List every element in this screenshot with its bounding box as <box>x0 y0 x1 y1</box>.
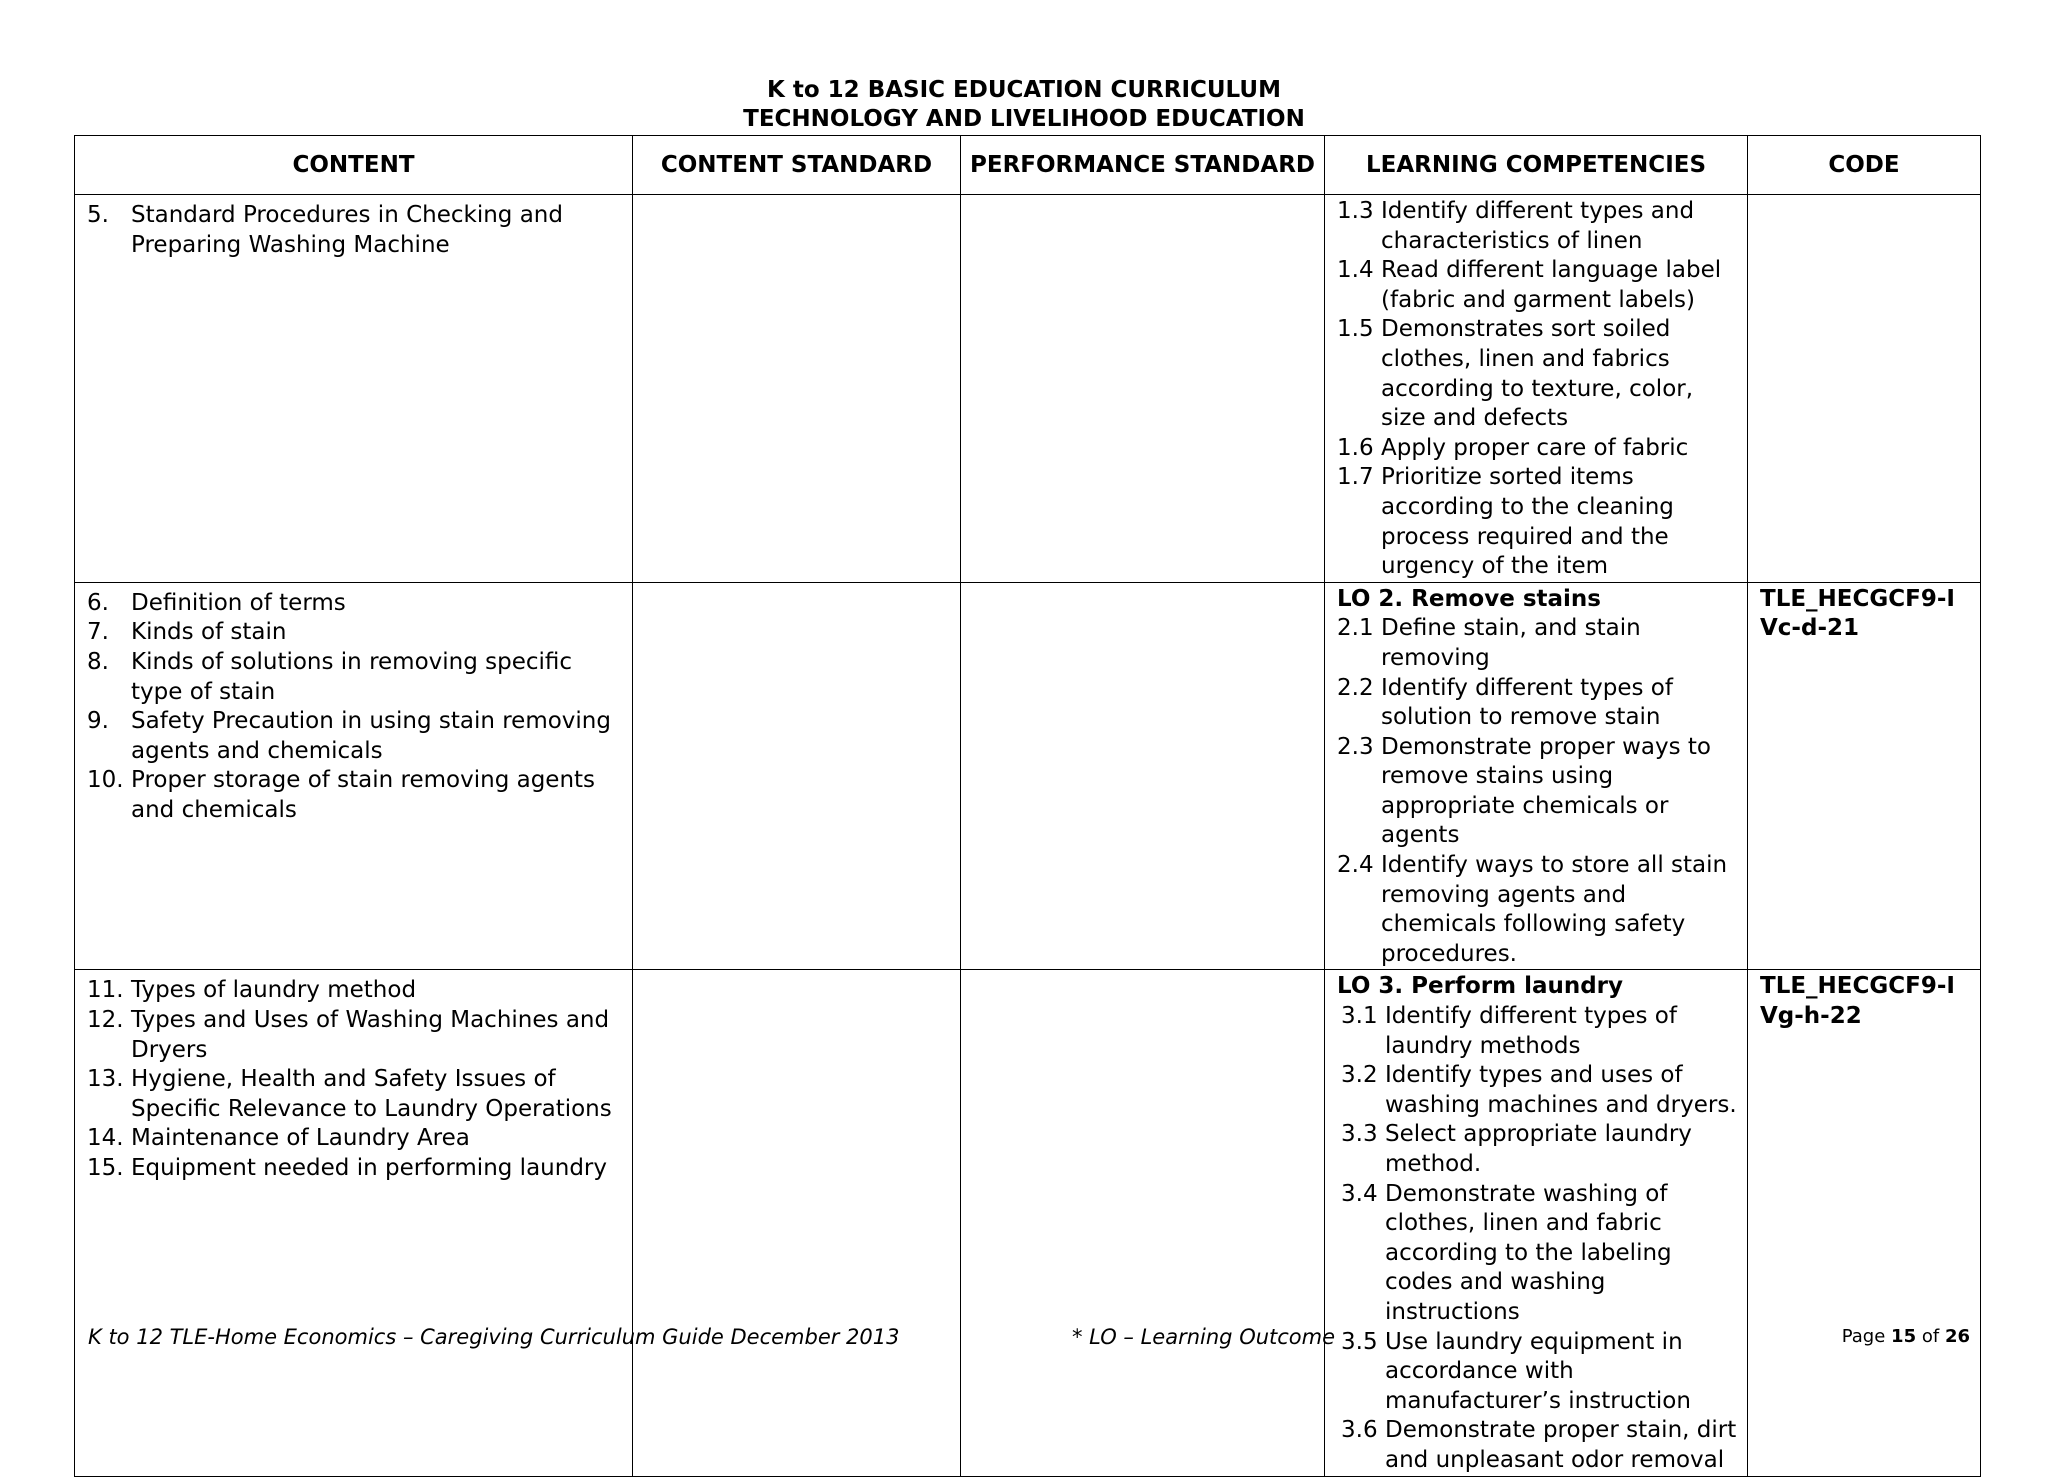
competency-item <box>1337 614 1739 673</box>
competency-item <box>1341 1120 1739 1179</box>
page-prefix: Page <box>1841 1326 1886 1347</box>
competency-text: Demonstrates sort soiled clothes, linen and fabrics according to texture, color, size and defects <box>1381 316 1694 432</box>
content-item-number: 13. <box>87 1066 124 1093</box>
competency-code <box>1748 195 1980 197</box>
content-standard-cell <box>633 970 961 1476</box>
content-item <box>87 648 622 707</box>
competency-code: TLE_HECGCF9-IVg-h-22 <box>1760 973 1955 1030</box>
competency-text: Prioritize sorted items according to the cleaning process required and the urgency of the item <box>1381 464 1674 580</box>
content-standard-cell <box>633 582 961 970</box>
content-item-text: Kinds of stain <box>131 619 287 646</box>
footer-guide-title: K to 12 TLE-Home Economics – Caregiving Curriculum Guide December 2013 <box>88 1325 900 1349</box>
content-item <box>87 1065 622 1124</box>
content-item-number: 15. <box>87 1155 124 1181</box>
header-code: CODE <box>1748 136 1981 195</box>
learning-competencies-cell <box>1325 582 1748 970</box>
content-item-number: 10. <box>87 767 124 794</box>
competency-number: 2.3 <box>1337 733 1374 760</box>
competency-text: Identify ways to store all stain removing agents and chemicals following safety procedures. <box>1381 852 1728 967</box>
header-learning-competencies: LEARNING COMPETENCIES <box>1325 136 1748 195</box>
content-item-number: 12. <box>87 1007 124 1034</box>
competency-number: 3.5 <box>1341 1328 1378 1355</box>
competency-item <box>1341 1061 1739 1120</box>
content-item <box>87 618 622 648</box>
content-item-number: 9. <box>87 708 109 735</box>
competency-item <box>1337 463 1739 581</box>
content-item-text: Kinds of solutions in removing specific type of stain <box>131 648 573 705</box>
learning-competencies-cell <box>1325 970 1748 1476</box>
content-item-text: Types of laundry method <box>131 977 417 1004</box>
competency-item <box>1337 733 1739 851</box>
content-item-number: 6. <box>87 589 109 616</box>
content-item <box>87 1154 622 1184</box>
learning-outcome-title: LO 2. Remove stains <box>1337 585 1601 612</box>
content-item-text: Definition of terms <box>131 589 346 616</box>
header-content: CONTENT <box>75 136 633 195</box>
table-row <box>75 195 1981 583</box>
content-item-text: Hygiene, Health and Safety Issues of Specific Relevance to Laundry Operations <box>131 1066 612 1122</box>
content-item-number: 11. <box>87 977 124 1004</box>
competency-item <box>1337 315 1739 433</box>
content-list <box>75 583 632 826</box>
page-total: 26 <box>1944 1326 1970 1347</box>
competency-text: Identify different types of laundry methods <box>1385 1003 1677 1059</box>
competency-text: Identify types and uses of washing machines and dryers. <box>1385 1062 1737 1118</box>
document-title <box>0 76 2048 134</box>
content-item-text: Standard Procedures in Checking and Preparing Washing Machine <box>131 202 563 258</box>
content-item-text: Types and Uses of Washing Machines and Dryers <box>131 1007 610 1063</box>
content-item-text: Maintenance of Laundry Area <box>131 1125 470 1152</box>
performance-standard-cell <box>961 970 1325 1476</box>
content-item <box>87 589 622 619</box>
table-row <box>75 970 1981 1476</box>
competency-text: Read different language label (fabric and garment labels) <box>1381 257 1722 313</box>
content-item <box>87 201 622 260</box>
content-item-text: Safety Precaution in using stain removing agents and chemicals <box>131 708 611 764</box>
competency-text: Demonstrate proper stain, dirt and unpleasant odor removal <box>1385 1417 1737 1473</box>
competency-number: 1.7 <box>1337 464 1374 491</box>
competency-code: TLE_HECGCF9-IVc-d-21 <box>1760 585 1955 642</box>
competency-text: Identify different types and characteristics of linen <box>1381 198 1695 254</box>
competency-item <box>1337 851 1739 969</box>
competency-item <box>1341 1180 1739 1328</box>
competency-text: Identify different types of solution to remove stain <box>1381 674 1673 731</box>
content-item <box>87 976 622 1006</box>
code-cell <box>1748 970 1981 1476</box>
competency-number: 1.6 <box>1337 434 1374 461</box>
content-cell <box>75 970 633 1476</box>
content-list <box>75 195 632 260</box>
competency-number: 1.4 <box>1337 257 1374 284</box>
content-item <box>87 1006 622 1065</box>
competency-number: 1.5 <box>1337 316 1374 343</box>
competency-text: Use laundry equipment in accordance with manufacturer’s instruction <box>1385 1328 1691 1414</box>
competency-text: Define stain, and stain removing <box>1381 615 1641 671</box>
competency-text: Demonstrate proper ways to remove stains using appropriate chemicals or agents <box>1381 733 1711 849</box>
competency-number: 3.2 <box>1341 1062 1378 1089</box>
title-line-1: K to 12 BASIC EDUCATION CURRICULUM <box>767 77 1281 103</box>
competency-number: 1.3 <box>1337 198 1374 224</box>
competency-number: 3.1 <box>1341 1003 1378 1030</box>
competency-item <box>1337 674 1739 733</box>
content-item-number: 7. <box>87 619 109 646</box>
competency-list <box>1325 195 1747 582</box>
header-performance-standard: PERFORMANCE STANDARD <box>961 136 1325 195</box>
content-cell <box>75 582 633 970</box>
content-item-text: Proper storage of stain removing agents and chemicals <box>131 767 596 823</box>
competency-item <box>1341 1416 1739 1475</box>
competency-number: 3.4 <box>1341 1180 1378 1207</box>
content-item-number: 5. <box>87 202 109 228</box>
content-standard-cell <box>633 195 961 583</box>
table-row <box>75 582 1981 970</box>
content-item-number: 14. <box>87 1125 124 1152</box>
header-content-standard: CONTENT STANDARD <box>633 136 961 195</box>
learning-competencies-cell <box>1325 195 1748 583</box>
content-item <box>87 1124 622 1154</box>
competency-list <box>1325 614 1747 969</box>
competency-item <box>1337 197 1739 256</box>
title-line-2: TECHNOLOGY AND LIVELIHOOD EDUCATION <box>743 106 1305 132</box>
code-cell <box>1748 195 1981 583</box>
competency-list <box>1325 1002 1747 1476</box>
code-cell <box>1748 582 1981 970</box>
content-item <box>87 766 622 825</box>
table-header-row <box>75 136 1981 195</box>
performance-standard-cell <box>961 582 1325 970</box>
page-number <box>1842 1322 1970 1352</box>
competency-text: Demonstrate washing of clothes, linen and fabric according to the labeling codes and washing instructions <box>1385 1180 1672 1325</box>
competency-item <box>1337 256 1739 315</box>
competency-text: Select appropriate laundry method. <box>1385 1121 1692 1177</box>
competency-number: 2.4 <box>1337 852 1374 879</box>
competency-item <box>1337 434 1739 464</box>
curriculum-table <box>74 135 1981 1477</box>
content-item <box>87 707 622 766</box>
competency-number: 3.6 <box>1341 1417 1378 1444</box>
content-list <box>75 970 632 1183</box>
learning-outcome-title: LO 3. Perform laundry <box>1337 973 1624 1000</box>
page-footer <box>0 1322 2048 1352</box>
page-current: 15 <box>1891 1326 1917 1347</box>
competency-number: 3.3 <box>1341 1121 1378 1148</box>
competency-item <box>1341 1002 1739 1061</box>
competency-number: 2.1 <box>1337 615 1374 642</box>
page-of: of <box>1921 1326 1940 1347</box>
content-item-text: Equipment needed in performing laundry <box>131 1155 607 1181</box>
competency-text: Apply proper care of fabric <box>1381 434 1689 461</box>
footer-legend: * LO – Learning Outcome <box>1072 1325 1336 1349</box>
competency-number: 2.2 <box>1337 674 1374 701</box>
performance-standard-cell <box>961 195 1325 583</box>
content-cell <box>75 195 633 583</box>
content-item-number: 8. <box>87 648 109 675</box>
